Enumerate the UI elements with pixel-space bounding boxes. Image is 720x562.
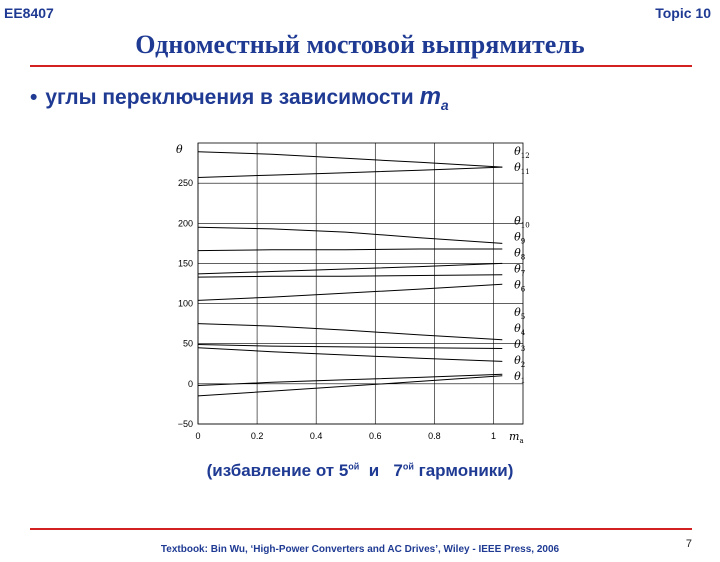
switching-angle-chart (160, 135, 540, 453)
series-line-θ8 (198, 263, 502, 274)
x-tick-label: 0.8 (428, 431, 441, 441)
title-divider (30, 65, 692, 67)
bullet-dot-icon: • (30, 86, 38, 109)
series-label-θ12: $\theta_{12}$ (514, 145, 530, 161)
x-tick-label: 0.4 (309, 431, 323, 441)
series-label-θ9: $\theta_9$ (514, 230, 526, 246)
footer-divider (30, 528, 692, 530)
y-tick-label: −50 (177, 419, 193, 429)
x-tick-label: 0 (195, 431, 201, 441)
page-number: 7 (685, 538, 692, 550)
y-tick-label: 50 (182, 338, 193, 349)
series-label-θ11: $\theta_{11}$ (514, 161, 530, 177)
series-line-θ11 (198, 167, 502, 177)
series-line-θ10 (198, 227, 502, 243)
x-axis-label: $m_a$ (509, 430, 524, 445)
y-axis-label: θ (176, 143, 183, 156)
series-label-θ10: $\theta_{10}$ (514, 214, 530, 230)
y-tick-label: 250 (177, 178, 193, 189)
y-tick-label: 100 (177, 298, 193, 309)
x-tick-label: 0.6 (369, 431, 382, 441)
course-code: EE8407 (4, 5, 54, 21)
series-line-θ9 (198, 249, 502, 251)
series-label-θ8: $\theta_8$ (514, 246, 526, 262)
series-line-θ4 (198, 345, 502, 349)
textbook-reference: Textbook: Bin Wu, ‘High-Power Converters and AC Drives’, Wiley - IEEE Press, 2006 (160, 544, 560, 555)
series-line-θ12 (198, 152, 502, 167)
bullet-line (30, 83, 449, 113)
series-label-θ4: $\theta_4$ (514, 321, 526, 337)
y-tick-label: 200 (177, 218, 193, 229)
x-tick-label: 0.2 (250, 431, 264, 441)
caption-sup-2: ой (402, 461, 414, 472)
slide-title: Одноместный мостовой выпрямитель (135, 30, 585, 59)
y-tick-label: 0 (187, 378, 193, 389)
y-tick-label: 150 (177, 258, 193, 269)
bullet-symbol-sub: a (440, 96, 449, 113)
series-label-θ2: $\theta_2$ (514, 353, 526, 369)
caption-pre: (избавление от 5 (206, 461, 349, 480)
caption-post: гармоники) (418, 461, 514, 480)
series-line-θ7 (198, 275, 502, 277)
series-line-θ3 (198, 348, 502, 362)
series-line-θ5 (198, 324, 502, 340)
series-label-θ6: $\theta_6$ (514, 278, 526, 294)
caption-num-2: 7 (393, 461, 403, 480)
topic-label: Topic 10 (655, 5, 711, 21)
series-line-θ6 (198, 284, 502, 300)
series-label-θ7: $\theta_7$ (514, 262, 526, 278)
series-line-θ1 (198, 376, 502, 396)
caption (0, 461, 720, 481)
bullet-text: углы переключения в зависимости (45, 86, 414, 109)
series-label-θ1: $\theta_1$ (514, 369, 526, 385)
series-label-θ3: $\theta_3$ (514, 337, 526, 353)
series-label-θ5: $\theta_5$ (514, 305, 526, 321)
bullet-symbol-main: m (419, 83, 441, 110)
caption-mid: и (368, 461, 380, 480)
plot-frame (198, 143, 526, 424)
caption-sup-1: ой (348, 461, 360, 472)
x-tick-label: 1 (490, 431, 496, 441)
bullet-symbol (419, 83, 449, 113)
